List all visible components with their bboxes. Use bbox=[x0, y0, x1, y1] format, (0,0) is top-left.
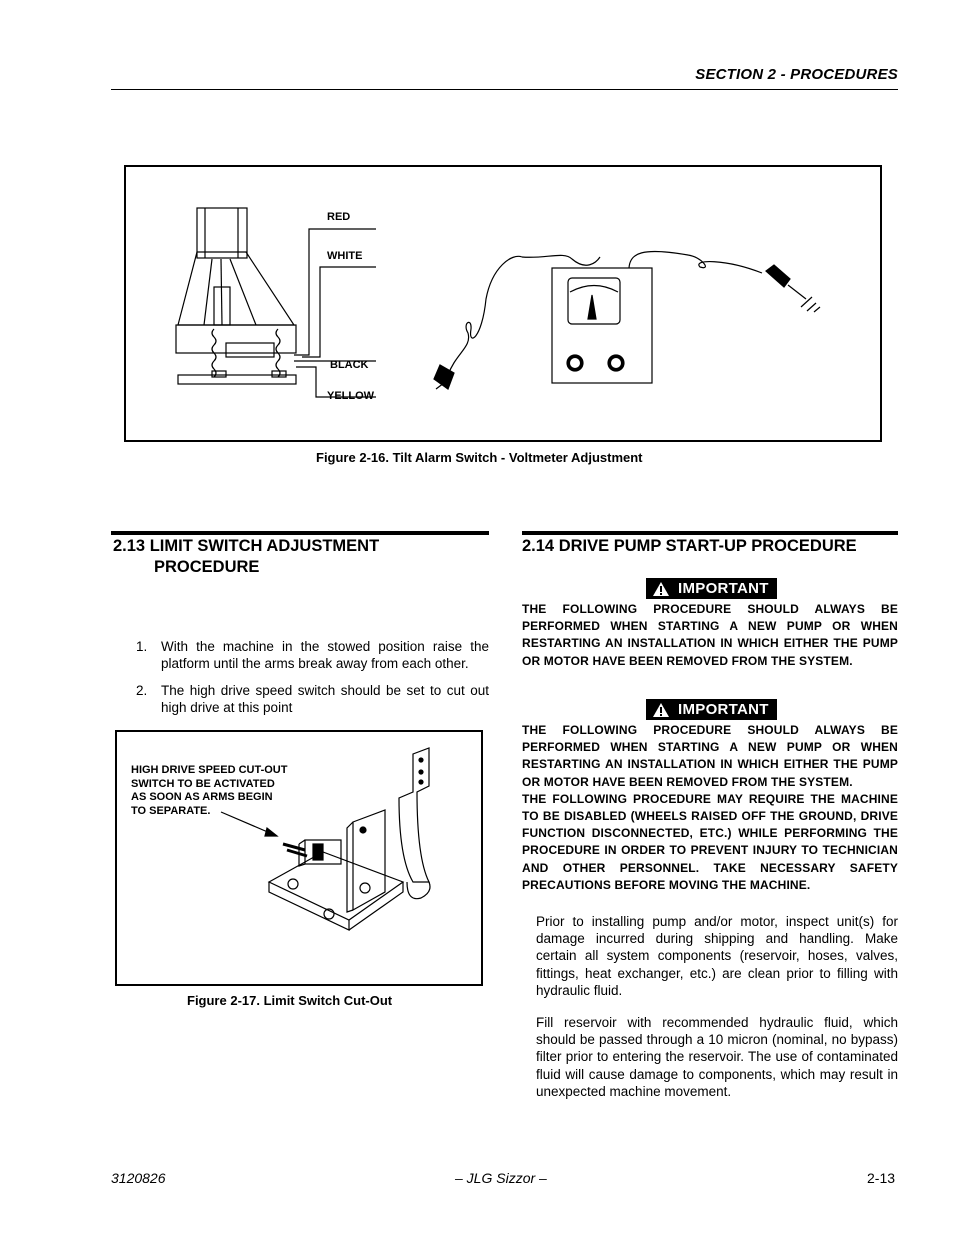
footer-page-number: 2-13 bbox=[867, 1170, 896, 1186]
footer-doc-number: 3120826 bbox=[111, 1170, 166, 1186]
callout-line: AS SOON AS ARMS BEGIN bbox=[131, 791, 273, 803]
figure-17-caption: Figure 2-17. Limit Switch Cut-Out bbox=[187, 993, 393, 1008]
section-213-title-line1: 2.13 LIMIT SWITCH ADJUSTMENT bbox=[113, 537, 380, 555]
figure-limit-switch bbox=[115, 730, 483, 986]
wire-label-yellow: YELLOW bbox=[327, 390, 375, 402]
bracket bbox=[353, 810, 385, 910]
voltmeter-needle bbox=[588, 295, 596, 319]
body-paragraph: Prior to installing pump and/or motor, inspect unit(s) for damage incurred during shipping and handling. Make certain all system components (reservoir, hoses, valves, fittings, heat exchanger, etc.) are clean prior to filling with hydraulic fluid. bbox=[536, 914, 898, 998]
step-text: The high drive speed switch should be set to cut out high drive at this point bbox=[161, 683, 489, 715]
step-text: With the machine in the stowed position raise the platform until the arms break away from each other. bbox=[161, 639, 489, 671]
wire-label-white: WHITE bbox=[327, 250, 363, 262]
section-214-rule bbox=[522, 531, 898, 535]
callout-line: HIGH DRIVE SPEED CUT-OUT bbox=[131, 764, 288, 776]
body-paragraph: Fill reservoir with recommended hydraulic fluid, which should be passed through a 10 micron (nominal, no bypass) filter prior to entering the reservoir. The use of contaminated fluid will cause damage to components, which may result in unexpected machine movement. bbox=[536, 1015, 898, 1099]
section-213-title bbox=[113, 536, 379, 578]
callout-line: SWITCH TO BE ACTIVATED bbox=[131, 777, 275, 790]
switch-cone bbox=[178, 252, 294, 325]
important-paragraph: THE FOLLOWING PROCEDURE MAY REQUIRE THE MACHINE TO BE DISABLED (WHEELS RAISED OFF THE GROUND, DRIVE FUNCTION DISCONNECTED, ETC.) WHILE PERFORMING THE PROCEDURE IN ORDER TO PREVENT INJURY TO TECHNICIAN AND OTHER PERSONNEL. TAKE NECESSARY SAFETY PRECAUTIONS BEFORE MOVING THE MACHINE. bbox=[522, 791, 898, 892]
switch-callout bbox=[131, 764, 311, 818]
wire-label-black: BLACK bbox=[330, 359, 369, 371]
important-banner bbox=[646, 699, 777, 720]
red-wire bbox=[294, 229, 376, 355]
important-text-1 bbox=[522, 601, 898, 670]
section-title: SECTION 2 - PROCEDURES bbox=[695, 66, 898, 83]
figure-tilt-alarm-switch bbox=[124, 165, 882, 442]
important-paragraph: THE FOLLOWING PROCEDURE SHOULD ALWAYS BE PERFORMED WHEN STARTING A NEW PUMP OR WHEN RESTARTING AN INSTALLATION IN WHICH EITHER THE PUMP OR MOTOR HAVE BEEN REMOVED FROM THE SYSTEM. bbox=[522, 602, 898, 668]
probe-right bbox=[766, 265, 790, 287]
section-214-title: 2.14 DRIVE PUMP START-UP PROCEDURE bbox=[522, 537, 857, 555]
scissor-arm bbox=[399, 748, 429, 882]
important-label: IMPORTANT bbox=[678, 701, 769, 718]
bolt bbox=[288, 879, 298, 889]
tilt-switch-illustration bbox=[126, 167, 880, 440]
wire-label-red: RED bbox=[327, 211, 351, 223]
step-number: 2. bbox=[136, 683, 148, 698]
important-label: IMPORTANT bbox=[678, 580, 769, 597]
section-213-title-line2: PROCEDURE bbox=[154, 558, 260, 576]
list-item bbox=[136, 682, 489, 716]
figure-16-caption: Figure 2-16. Tilt Alarm Switch - Voltmeter Adjustment bbox=[316, 450, 643, 465]
important-banner bbox=[646, 578, 777, 599]
bolt bbox=[360, 883, 370, 893]
callout-line: TO SEPARATE. bbox=[131, 804, 211, 817]
footer-title: – JLG Sizzor – bbox=[455, 1170, 547, 1186]
limit-switch-steps bbox=[136, 638, 489, 726]
page-header bbox=[111, 66, 898, 90]
important-text-2 bbox=[522, 722, 898, 894]
list-item bbox=[136, 638, 489, 672]
section-213-rule bbox=[111, 531, 489, 535]
warning-icon bbox=[652, 702, 670, 718]
switch-base-plate bbox=[269, 852, 403, 920]
important-paragraph: THE FOLLOWING PROCEDURE SHOULD ALWAYS BE PERFORMED WHEN STARTING A NEW PUMP OR WHEN RESTARTING AN INSTALLATION IN WHICH EITHER THE PUMP OR MOTOR HAVE BEEN REMOVED FROM THE SYSTEM. bbox=[522, 723, 898, 789]
step-number: 1. bbox=[136, 639, 148, 654]
warning-icon bbox=[652, 581, 670, 597]
